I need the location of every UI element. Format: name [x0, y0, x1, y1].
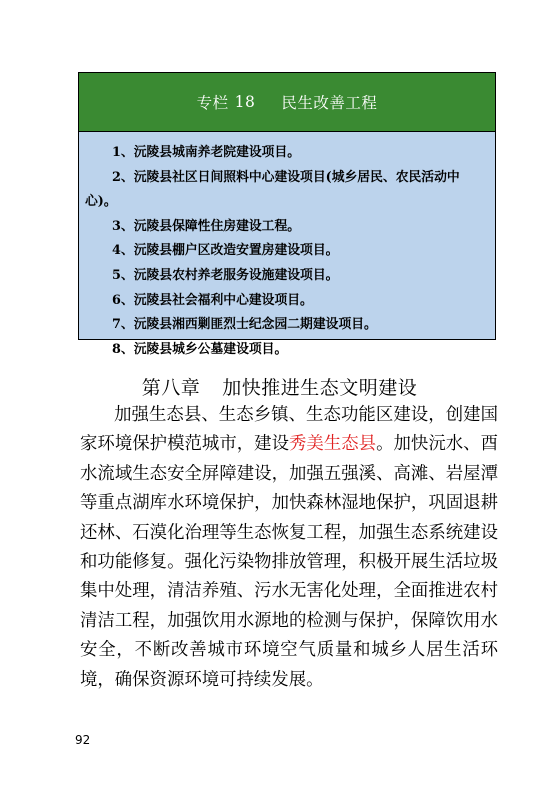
project-item: 3、沅陵县保障性住房建设工程。: [112, 218, 301, 234]
page-number: 92: [75, 733, 91, 747]
project-item: 4、沅陵县棚户区改造安置房建设项目。: [112, 243, 339, 259]
column-number: 18: [234, 93, 256, 111]
column-header: [79, 73, 495, 132]
body-paragraph: [80, 401, 498, 695]
column-title: 民生改善工程: [281, 94, 378, 112]
highlight-text: 秀美生态县: [289, 434, 377, 455]
project-item: 7、沅陵县湘西剿匪烈士纪念园二期建设项目。: [112, 317, 377, 333]
project-item: 2、沅陵县社区日间照料中心建设项目(城乡居民、农民活动中心)。: [85, 169, 460, 210]
project-item: 5、沅陵县农村养老服务设施建设项目。: [112, 267, 339, 283]
project-item: 1、沅陵县城南养老院建设项目。: [112, 145, 301, 160]
chapter-number: 第八章: [141, 377, 201, 399]
column-box: [78, 72, 496, 357]
column-label: 专栏: [196, 94, 229, 112]
chapter-heading: [0, 373, 559, 400]
project-item: 6、沅陵县社会福利中心建设项目。: [112, 292, 313, 308]
chapter-title: 加快推进生态文明建设: [222, 377, 418, 399]
paragraph-text-2: 。加快沅水、酉水流域生态安全屏障建设，加强五强溪、高滩、岩屋潭等重点湖库水环境保护，加快森林湿地保护，巩固退耕还林、石漠化治理等生态恢复工程，加强生态系统建设和功能修复。强化污染物排放管理，积极开展生活垃圾集中处理，清洁养殖、污水无害化处理，全面推进农村清洁工程，加强饮用水源地的检测与保护，保障饮用水安全，不断改善城市环境空气质量和城乡人居生活环境，确保资源环境可持续发展。: [80, 434, 498, 690]
paragraph-text-1: 加强生态县、生态乡镇、生态功能区建设，创建国家环境保护模范城市，建设: [80, 405, 498, 455]
column-body: [79, 132, 495, 357]
project-item: 8、沅陵县城乡公墓建设项目。: [112, 341, 288, 357]
